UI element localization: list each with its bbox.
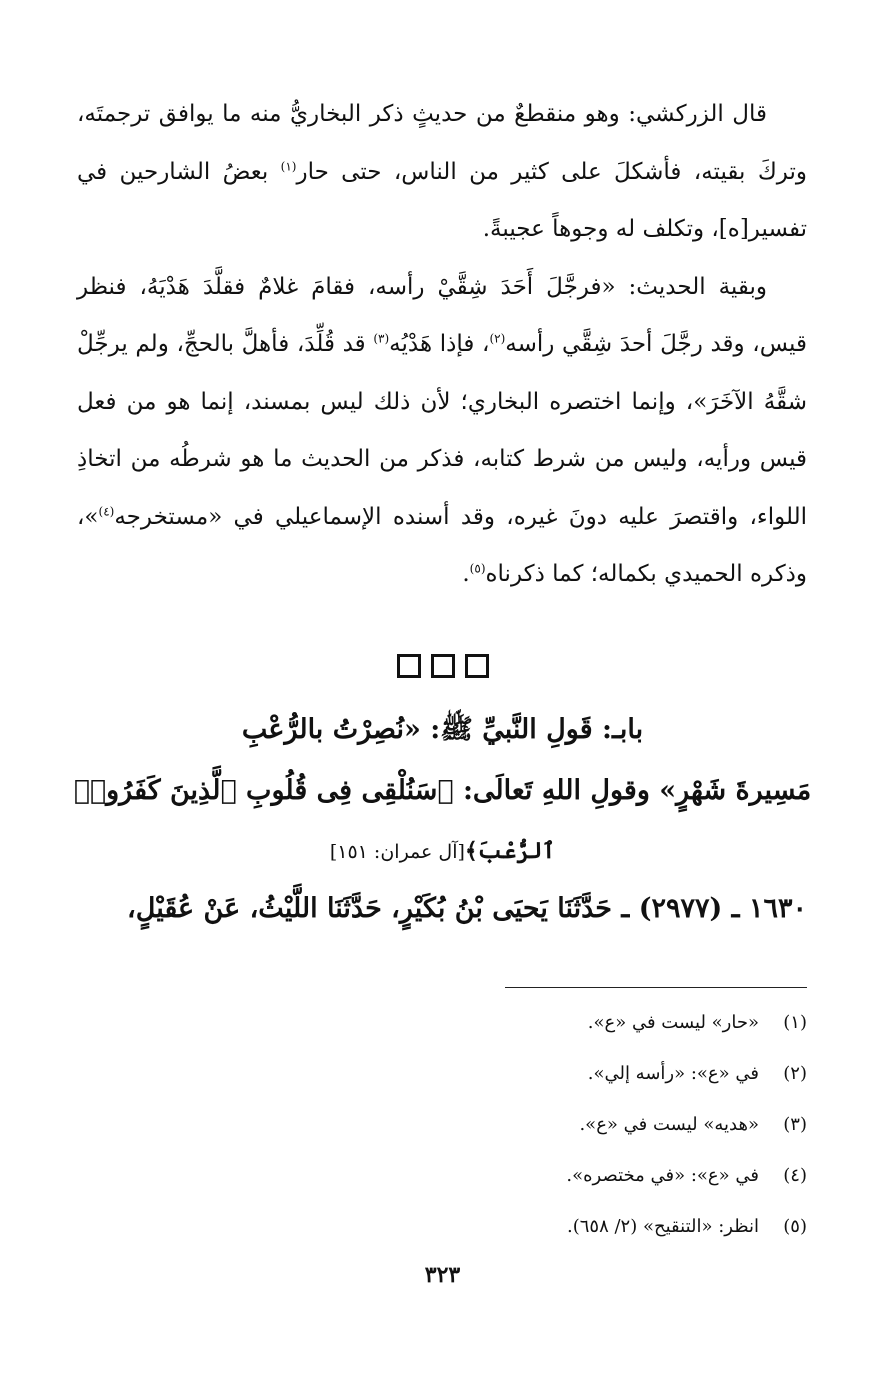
text-segment: قال الزركشي: وهو منقطعٌ من حديثٍ ذكر البخاريُّ منه ما يوافق ترجمتَه، وتركَ بقيته، فأشكلَ على كثير من الناس، حتى حار bbox=[77, 101, 807, 185]
footnote-number: (١) bbox=[783, 1012, 807, 1033]
footnote-number: (٤) bbox=[783, 1165, 807, 1186]
footnote-item bbox=[77, 1212, 807, 1263]
footnote-text: في «ع»: «في مختصره». bbox=[566, 1165, 759, 1186]
text-segment: »، وذكره الحميدي بكماله؛ كما ذكرناه bbox=[77, 503, 807, 587]
footnote-text: انظر: «التنقيح» (٢/ ٦٥٨). bbox=[566, 1216, 759, 1237]
footnote-item bbox=[77, 1008, 807, 1059]
chapter-heading-line-2: مَسِيرةَ شَهْرٍ» وقولِ اللهِ تَعالَى: ﴿سَنُلْقِى فِى قُلُوبِ ٱلَّذِينَ كَفَرُوا۟ bbox=[73, 775, 812, 806]
verse-reference: [آل عمران: ١٥١] bbox=[329, 841, 465, 863]
footnote-item bbox=[77, 1110, 807, 1161]
footnote-text: في «ع»: «رأسه إلي». bbox=[587, 1063, 759, 1084]
main-text bbox=[77, 86, 807, 604]
square-ornament-icon bbox=[397, 654, 421, 678]
footnote-ref-2: (٢) bbox=[489, 331, 506, 346]
page-number: ٣٢٣ bbox=[424, 1262, 461, 1288]
footnote-ref-3: (٣) bbox=[373, 331, 390, 346]
text-segment: وبقية الحديث: «فرجَّلَ أَحَدَ شِقَّيْ رأسه، فقامَ غلامٌ فقلَّدَ هَدْيَهُ، فنظر قيس، وقد رجَّلَ أحدَ شِقَّي رأسه bbox=[77, 273, 807, 357]
footnote-divider bbox=[505, 987, 807, 988]
footnote-ref-4: (٤) bbox=[98, 503, 115, 518]
text-segment: ، فإذا هَدْيُه bbox=[389, 331, 490, 357]
chapter-heading-line-1: بابـ: قَولِ النَّبيِّ ﷺ: «نُصِرْتُ بالرُّعْبِ bbox=[241, 714, 644, 745]
paragraph-hadith-rest bbox=[77, 259, 807, 604]
text-segment: بعضُ الشارحين في تفسير[ه]، وتكلف له وجوهاً عجيبةً. bbox=[77, 158, 807, 242]
square-ornament-icon bbox=[465, 654, 489, 678]
text-segment: قد قُلِّدَ، فأهلَّ بالحجِّ، ولم يرجِّلْ شقَّهُ الآخَرَ»، وإنما اختصره البخاري؛ لأن ذلك ليس بمسند، إنما هو من فعل قيس ورأيه، وليس من شرط كتابه، فذكر من الحديث ما هو شرطُه من اتخاذِ اللواء، واقتصرَ عليه دونَ غيره، وقد أسنده الإسماعيلي في «مستخرجه bbox=[77, 331, 807, 530]
footnotes bbox=[77, 1008, 807, 1263]
footnote-item bbox=[77, 1059, 807, 1110]
section-separator bbox=[0, 650, 885, 680]
square-ornament-icon bbox=[431, 654, 455, 678]
footnote-item bbox=[77, 1161, 807, 1212]
footnote-number: (٢) bbox=[783, 1063, 807, 1084]
paragraph-zarkashi bbox=[77, 86, 807, 259]
footnote-text: «حار» ليست في «ع». bbox=[587, 1012, 759, 1033]
text-segment: . bbox=[462, 561, 470, 587]
quran-verse-end: ٱلرُّعْبَ﴾ bbox=[464, 838, 556, 864]
footnote-ref-5: (٥) bbox=[469, 561, 486, 576]
footnote-ref-1: (١) bbox=[280, 158, 297, 173]
footnote-number: (٣) bbox=[783, 1114, 807, 1135]
footnote-number: (٥) bbox=[783, 1216, 807, 1237]
footnote-text: «هديه» ليست في «ع». bbox=[579, 1114, 759, 1135]
chapter-heading-line-3 bbox=[60, 838, 825, 864]
hadith-chain: ١٦٣٠ ـ (٢٩٧٧) ـ حَدَّثَنَا يَحيَى بْنُ بُكَيْرٍ، حَدَّثَنَا اللَّيْثُ، عَنْ عُقَيْلٍ، bbox=[127, 893, 807, 924]
